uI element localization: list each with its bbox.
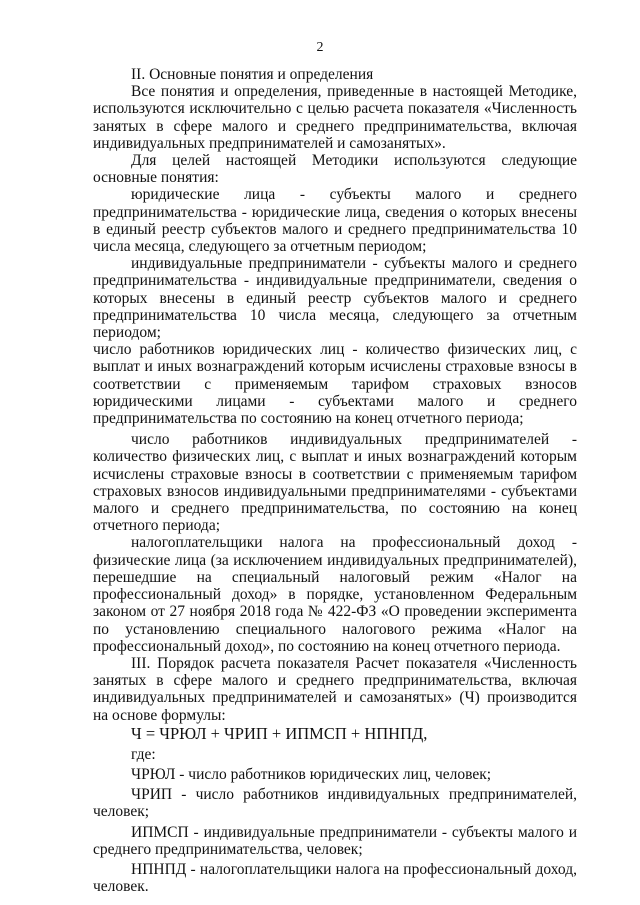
- definition-legal-entities: юридические лица - субъекты малого и среднего предпринимательства - юридические лица, сведения о которых внесены в единый реестр субъектов малого и среднего предпринимательства 10 числа месяца, следующего за отчетным периодом;: [93, 186, 577, 256]
- formula: Ч = ЧРЮЛ + ЧРИП + ИПМСП + НПНПД,: [131, 723, 428, 743]
- definition-individual-entrepreneurs: индивидуальные предприниматели - субъекты малого и среднего предпринимательства - индивидуальные предприниматели, сведения о которых внесены в единый реестр субъектов малого и среднего предпринимательства 10 числа месяца, следующего за отчетным периодом;: [93, 255, 577, 342]
- section-3-intro: III. Порядок расчета показателя Расчет показателя «Численность занятых в сфере малого и среднего предпринимательства, включая индивидуальных предпринимателей и самозанятых» (Ч) производится на основе формулы:: [93, 654, 577, 724]
- formula-variable-ipmsp: ИПМСП - индивидуальные предприниматели - субъекты малого и среднего предпринимательства, человек;: [93, 823, 577, 858]
- formula-variable-npnpd: НПНПД - налогоплательщики налога на профессиональный доход, человек.: [93, 860, 577, 896]
- section-2-heading: II. Основные понятия и определения: [131, 66, 374, 83]
- definition-workers-legal-entities: число работников юридических лиц - количество физических лиц, с выплат и иных вознаграждений которым исчислены страховые взносы в соответствии с применяемым тарифом страховых взносов юридическими лицами - субъектами малого и среднего предпринимательства по состоянию на конец отчетного периода;: [93, 341, 577, 428]
- definition-workers-entrepreneurs: число работников индивидуальных предпринимателей - количество физических лиц, с выплат и иных вознаграждений которым исчислены страховые взносы в соответствии с применяемым тарифом страховых взносов индивидуальными предпринимателями - субъектами малого и среднего предпринимательства, по состоянию на конец отчетного периода;: [93, 431, 577, 535]
- paragraph-purpose: Все понятия и определения, приведенные в настоящей Методике, используются исключительно с целью расчета показателя «Численность занятых в сфере малого и среднего предпринимательства, включая индивидуальных предпринимателей и самозанятых».: [93, 83, 577, 152]
- formula-where-label: где:: [131, 745, 156, 763]
- page-number: 2: [316, 40, 324, 55]
- paragraph-concepts-intro: Для целей настоящей Методики используются следующие основные понятия:: [93, 152, 577, 187]
- formula-variable-chryul: ЧРЮЛ - число работников юридических лиц, человек;: [131, 765, 492, 783]
- definition-self-employed: налогоплательщики налога на профессиональный доход - физические лица (за исключением индивидуальных предпринимателей), перешедшие на специальный налоговый режим «Налог на профессиональный доход» в порядке, установленном Федеральным законом от 27 ноября 2018 года № 422-ФЗ «О проведении эксперимента по установлению специального налогового режима «Налог на профессиональный доход», по состоянию на конец отчетного периода.: [93, 534, 577, 655]
- formula-variable-chrip: ЧРИП - число работников индивидуальных предпринимателей, человек;: [93, 786, 577, 821]
- document-body: [93, 66, 577, 895]
